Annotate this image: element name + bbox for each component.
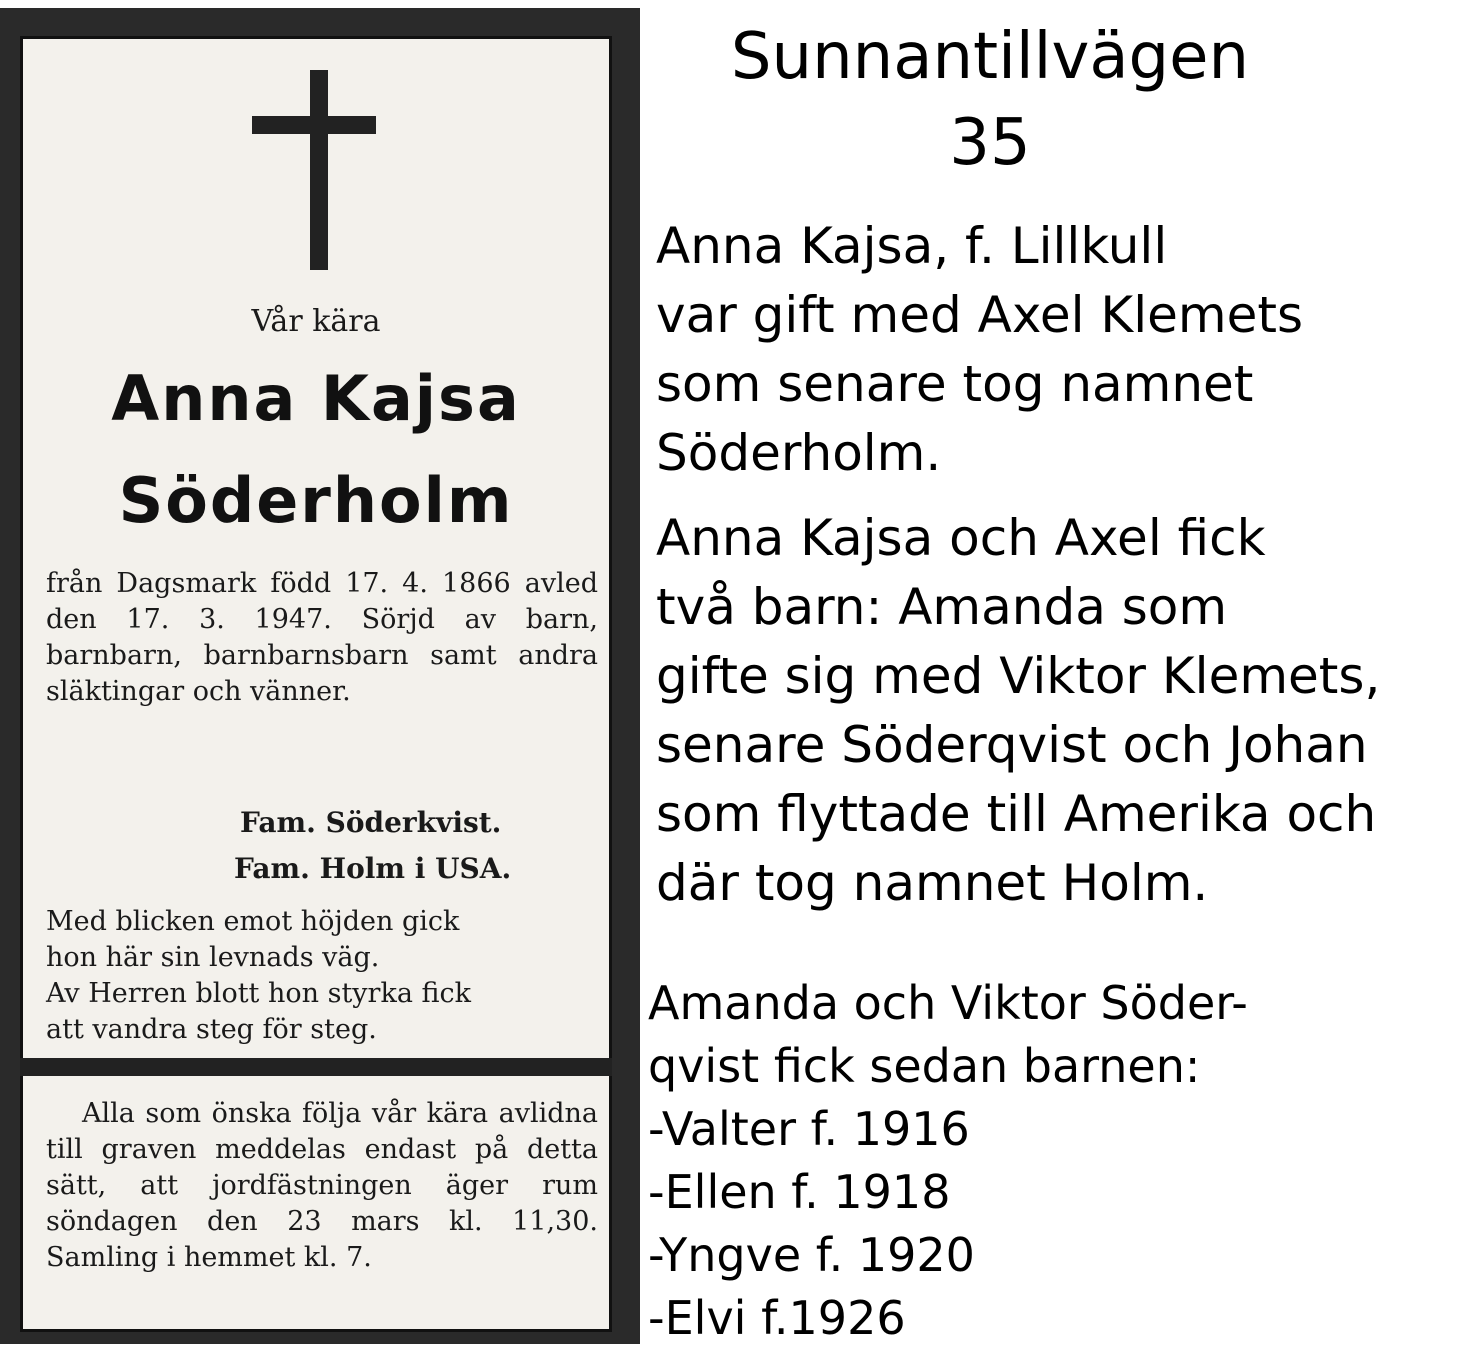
child-entry: -Valter f. 1916 — [648, 1102, 970, 1156]
note-paragraph-3 — [648, 972, 1248, 1350]
note-line: två barn: Amanda som — [656, 578, 1228, 636]
family-signature-1: Fam. Söderkvist. — [240, 806, 502, 839]
note-line: gifte sig med Viktor Klemets, — [656, 647, 1381, 705]
note-line: senare Söderqvist och Johan — [656, 716, 1368, 774]
verse-line: att vandra steg för steg. — [46, 1014, 377, 1045]
deceased-name-last: Söderholm — [118, 464, 514, 537]
address-number: 35 — [949, 106, 1031, 180]
note-paragraph-1 — [656, 212, 1303, 488]
note-line: qvist fick sedan barnen: — [648, 1039, 1201, 1093]
verse-line: hon här sin levnads väg. — [46, 942, 380, 973]
note-line: Amanda och Viktor Söder- — [648, 976, 1248, 1030]
note-line: Anna Kajsa och Axel fick — [656, 509, 1266, 567]
clipping-divider — [20, 1058, 612, 1076]
note-line: var gift med Axel Klemets — [656, 286, 1303, 344]
deceased-name-first: Anna Kajsa — [111, 362, 521, 435]
memorial-verse — [46, 904, 598, 1048]
note-paragraph-2 — [656, 504, 1380, 918]
address-title — [660, 14, 1320, 186]
note-line: Söderholm. — [656, 424, 942, 482]
cross-icon — [310, 70, 328, 270]
funeral-notice-text: Alla som önska följa vår kära avlidna till graven meddelas endast på detta sätt, att jordfästningen äger rum söndagen den 23 mars kl. 11,30. Samling i hemmet kl. 7. — [46, 1098, 598, 1273]
note-line: som flyttade till Amerika och — [656, 785, 1377, 843]
obituary-intro: Vår kära — [251, 304, 381, 339]
funeral-notice — [46, 1096, 598, 1276]
note-line: där tog namnet Holm. — [656, 854, 1209, 912]
family-signature-2: Fam. Holm i USA. — [234, 852, 512, 885]
cross-icon-bar — [252, 116, 376, 134]
child-entry: -Yngve f. 1920 — [648, 1228, 975, 1282]
address-street: Sunnantillvägen — [730, 20, 1250, 94]
child-entry: -Ellen f. 1918 — [648, 1165, 951, 1219]
verse-line: Av Herren blott hon styrka fick — [46, 978, 471, 1009]
note-line: Anna Kajsa, f. Lillkull — [656, 217, 1168, 275]
verse-line: Med blicken emot höjden gick — [46, 906, 460, 937]
obituary-body: från Dagsmark född 17. 4. 1866 avled den 17. 3. 1947. Sörjd av barn, barnbarn, barnbarnsbarn samt andra släktingar och vänner. — [46, 568, 598, 707]
child-entry: -Elvi f.1926 — [648, 1291, 906, 1345]
note-line: som senare tog namnet — [656, 355, 1254, 413]
